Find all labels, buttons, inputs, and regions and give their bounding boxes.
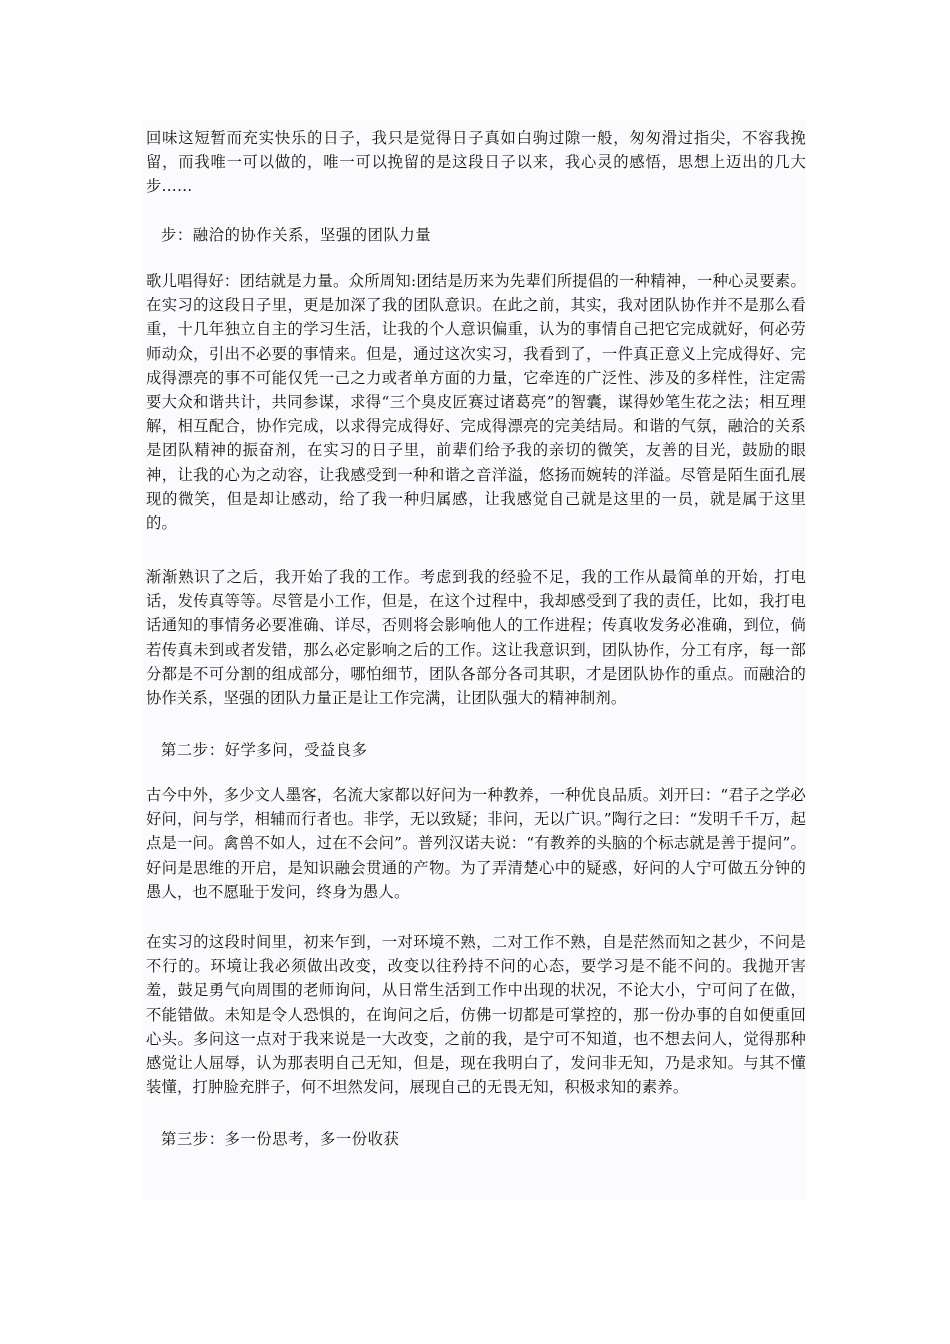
step2-paragraph-1: 古今中外，多少文人墨客，名流大家都以好问为一种教养，一种优良品质。刘开曰：“君子之学必好问，问与学，相辅而行者也。非学，无以致疑；非问，无以广识。”陶行之曰：“发明千千万，起点是一问。禽兽不如人，过在不会问”。普列汉诺夫说：“有教养的头脑的个标志就是善于提问”。好问是思维的开启，是知识融会贯通的产物。为了弄清楚心中的疑惑，好问的人宁可做五分钟的愚人，也不愿耻于发问，终身为愚人。 xyxy=(146,786,806,901)
step1-paragraph-1: 歌儿唱得好：团结就是力量。众所周知:团结是历来为先辈们所提倡的一种精神，一种心灵要素。在实习的这段日子里，更是加深了我的团队意识。在此之前，其实，我对团队协作并不是那么看重，十几年独立自主的学习生活，让我的个人意识偏重，认为的事情自己把它完成就好，何必劳师动众，引出不必要的事情来。但是，通过这次实习，我看到了，一件真正意义上完成得好、完成得漂亮的事不可能仅凭一己之力或者单方面的力量，它牵连的广泛性、涉及的多样性，注定需要大众和谐共计，共同参谋，求得“三个臭皮匠赛过诸葛亮”的智囊，谋得妙笔生花之法；相互理解，相互配合，协作完成，以求得完成得好、完成得漂亮的完美结局。和谐的气氛，融洽的关系是团队精神的振奋剂，在实习的日子里，前辈们给予我的亲切的微笑，友善的目光，鼓励的眼神，让我的心为之动容，让我感受到一种和谐之音洋溢，悠扬而婉转的洋溢。尽管是陌生面孔展现的微笑，但是却让感动，给了我一种归属感，让我感觉自己就是这里的一员，就是属于这里的。 xyxy=(146,272,806,533)
intro-paragraph: 回味这短暂而充实快乐的日子，我只是觉得日子真如白驹过隙一般，匆匆滑过指尖，不容我挽留，而我唯一可以做的，唯一可以挽留的是这段日子以来，我心灵的感悟，思想上迈出的几大步…… xyxy=(146,129,806,196)
step2-paragraph-2: 在实习的这段时间里，初来乍到，一对环境不熟，二对工作不熟，自是茫然而知之甚少，不问是不行的。环境让我必须做出改变，改变以往矜持不问的心态，要学习是不能不问的。我抛开害羞，鼓足勇气向周围的老师询问，从日常生活到工作中出现的状况，不论大小，宁可问了在做，不能错做。未知是令人恐惧的，在询问之后，仿佛一切都是可掌控的，那一份办事的自如便重回心头。多问这一点对于我来说是一大改变，之前的我，是宁可不知道，也不想去问人，觉得那种感觉让人屈辱，认为那表明自己无知，但是，现在我明白了，发问非无知，乃是求知。与其不懂装懂，打肿脸充胖子，何不坦然发问，展现自己的无畏无知，积极求知的素养。 xyxy=(146,933,806,1097)
step1-heading: 步：融洽的协作关系，坚强的团队力量 xyxy=(161,226,432,244)
step3-heading: 第三步：多一份思考，多一份收获 xyxy=(161,1130,400,1148)
step2-heading: 第二步：好学多问，受益良多 xyxy=(161,741,368,759)
step1-paragraph-2: 渐渐熟识了之后，我开始了我的工作。考虑到我的经验不足，我的工作从最简单的开始，打电话，发传真等等。尽管是小工作，但是，在这个过程中，我却感受到了我的责任，比如，我打电话通知的事情务必要准确、详尽，否则将会影响他人的工作进程；传真收发务必准确，到位，倘若传真未到或者发错，那么必定影响之后的工作。这让我意识到，团队协作，分工有序，每一部分都是不可分割的组成部分，哪怕细节，团队各部分各司其职，才是团队协作的重点。而融洽的协作关系，坚强的团队力量正是让工作完满，让团队强大的精神制剂。 xyxy=(146,568,806,708)
document-body xyxy=(143,120,806,1200)
